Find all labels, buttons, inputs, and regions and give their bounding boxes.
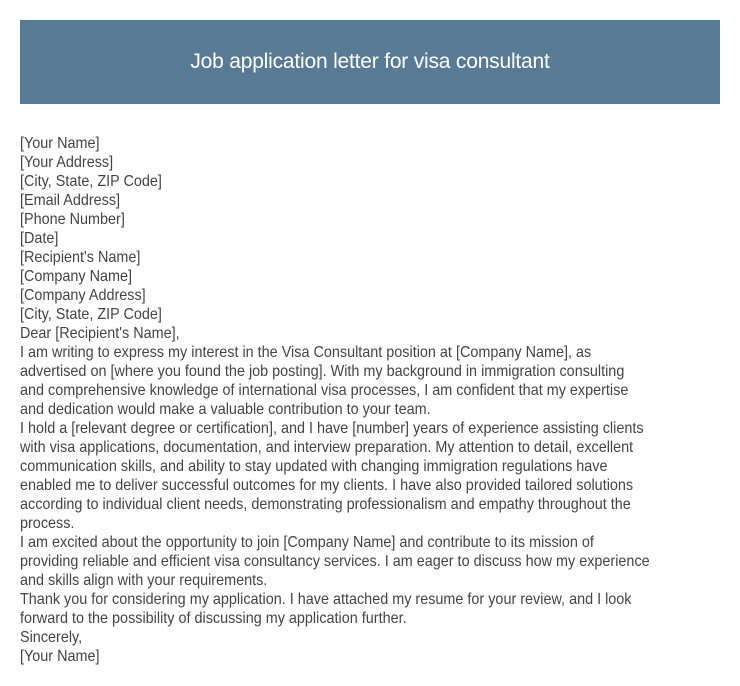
recipient-company-address: [Company Address] — [20, 287, 146, 304]
letter-body — [20, 134, 740, 666]
signature: [Your Name] — [20, 648, 100, 665]
paragraph-motivation — [20, 533, 740, 590]
paragraph-line: according to individual client needs, demonstrating professionalism and empathy throughout the — [20, 496, 631, 513]
sender-phone: [Phone Number] — [20, 211, 125, 228]
letter-date: [Date] — [20, 230, 59, 247]
paragraph-line: enabled me to deliver successful outcomes for my clients. I have also provided tailored solutions — [20, 477, 634, 494]
sender-email: [Email Address] — [20, 192, 121, 209]
recipient-block — [20, 248, 740, 324]
paragraph-experience — [20, 419, 740, 533]
page-header — [20, 20, 720, 104]
page-title: Job application letter for visa consultant — [190, 50, 550, 73]
paragraph-line: I hold a [relevant degree or certification], and I have [number] years of experience assisting clients — [20, 420, 644, 437]
paragraph-closing — [20, 590, 740, 628]
sender-name: [Your Name] — [20, 135, 100, 152]
recipient-name: [Recipient's Name] — [20, 249, 141, 266]
sender-address: [Your Address] — [20, 154, 114, 171]
paragraph-line: I am writing to express my interest in the Visa Consultant position at [Company Name], as — [20, 344, 592, 361]
paragraph-line: and skills align with your requirements. — [20, 572, 268, 589]
paragraph-line: I am excited about the opportunity to join [Company Name] and contribute to its mission of — [20, 534, 594, 551]
recipient-city-state-zip: [City, State, ZIP Code] — [20, 306, 162, 323]
paragraph-line: process. — [20, 515, 75, 532]
paragraph-line: advertised on [where you found the job posting]. With my background in immigration consulting — [20, 363, 625, 380]
paragraph-line: providing reliable and efficient visa consultancy services. I am eager to discuss how my experience — [20, 553, 650, 570]
paragraph-line: and comprehensive knowledge of international visa processes, I am confident that my expertise — [20, 382, 629, 399]
recipient-company: [Company Name] — [20, 268, 133, 285]
paragraph-line: communication skills, and ability to stay updated with changing immigration regulations have — [20, 458, 608, 475]
closing: Sincerely, — [20, 629, 83, 646]
paragraph-line: with visa applications, documentation, and interview preparation. My attention to detail, excellent — [20, 439, 634, 456]
paragraph-intro — [20, 343, 740, 419]
paragraph-line: and dedication would make a valuable contribution to your team. — [20, 401, 431, 418]
sender-city-state-zip: [City, State, ZIP Code] — [20, 173, 162, 190]
paragraph-line: Thank you for considering my application. I have attached my resume for your review, and I look — [20, 591, 632, 608]
sender-block — [20, 134, 740, 248]
paragraph-line: forward to the possibility of discussing my application further. — [20, 610, 407, 627]
salutation: Dear [Recipient's Name], — [20, 325, 180, 342]
